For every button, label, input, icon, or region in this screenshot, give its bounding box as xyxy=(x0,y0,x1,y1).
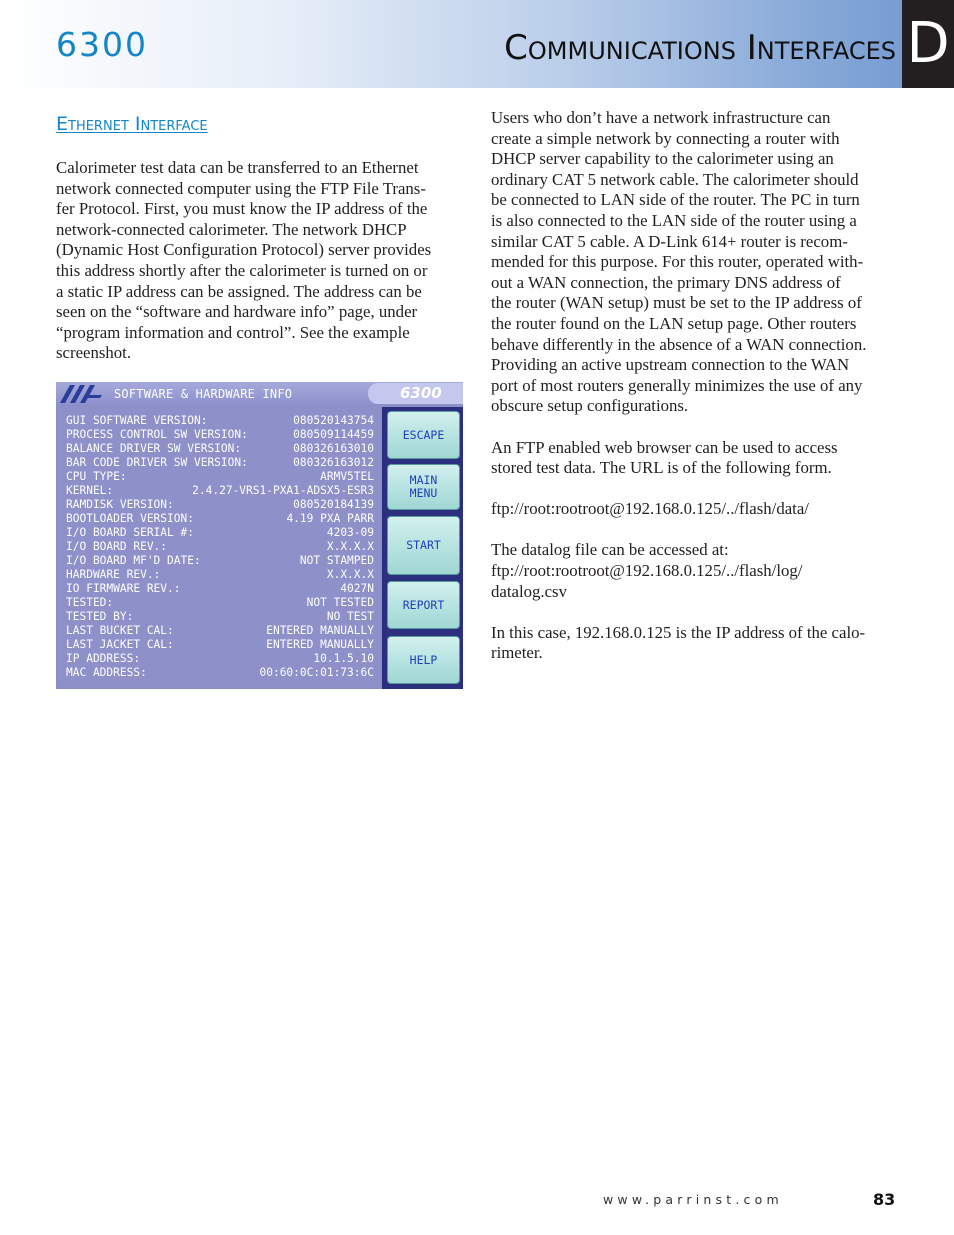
info-value: 080509114459 xyxy=(293,428,374,441)
text-line: “program information and control”. See the example xyxy=(56,322,410,342)
text-line: behave differently in the absence of a WAN connection. xyxy=(491,334,867,354)
info-label: IP ADDRESS: xyxy=(66,652,141,665)
info-value: X.X.X.X xyxy=(326,568,374,581)
info-label: GUI SOFTWARE VERSION: xyxy=(66,414,208,427)
text-line: ordinary CAT 5 network cable. The calorimeter should xyxy=(491,169,859,189)
software-hardware-info-screenshot xyxy=(56,382,463,689)
text-line: network-connected calorimeter. The network DHCP xyxy=(56,219,407,239)
router-paragraph xyxy=(491,108,897,417)
datalog-intro: The datalog file can be accessed at: xyxy=(491,540,729,560)
escape-button[interactable]: ESCAPE xyxy=(387,411,460,459)
parr-logo-icon xyxy=(58,383,104,404)
info-value: 4.19 PXA PARR xyxy=(286,512,374,525)
info-label: I/O BOARD SERIAL #: xyxy=(66,526,194,539)
info-row xyxy=(66,610,374,624)
info-row xyxy=(66,512,374,526)
info-row xyxy=(66,666,374,680)
page-number: 83 xyxy=(873,1190,896,1209)
info-label: CPU TYPE: xyxy=(66,470,127,483)
info-row xyxy=(66,638,374,652)
text-line: Calorimeter test data can be transferred to an Ethernet xyxy=(56,158,419,177)
info-value: 080520184139 xyxy=(293,498,374,511)
info-label: PROCESS CONTROL SW VERSION: xyxy=(66,428,248,441)
text-line: In this case, 192.168.0.125 is the IP address of the calo- xyxy=(491,622,866,642)
info-row xyxy=(66,456,374,470)
datalog-url-line: datalog.csv xyxy=(491,581,567,601)
info-label: BAR CODE DRIVER SW VERSION: xyxy=(66,456,248,469)
text-line: this address shortly after the calorimeter is turned on or xyxy=(56,260,428,280)
info-value: ARMV5TEL xyxy=(320,470,374,483)
info-value: ENTERED MANUALLY xyxy=(266,638,374,651)
info-value: 4027N xyxy=(340,582,374,595)
info-label: IO FIRMWARE REV.: xyxy=(66,582,181,595)
screenshot-button-panel xyxy=(382,407,463,689)
text-line: rimeter. xyxy=(491,643,543,663)
info-value: 10.1.5.10 xyxy=(313,652,374,665)
datalog-url-line: ftp://root:rootroot@192.168.0.125/../flash/log/ xyxy=(491,561,803,581)
info-value: 00:60:0C:01:73:6C xyxy=(259,666,374,679)
info-row xyxy=(66,484,374,498)
info-row xyxy=(66,526,374,540)
data-url xyxy=(491,499,897,520)
text-line: mended for this purpose. For this router, operated with- xyxy=(491,252,864,272)
text-line: obscure setup configurations. xyxy=(491,396,689,416)
text-line: seen on the “software and hardware info” page, under xyxy=(56,302,418,322)
screenshot-title: SOFTWARE & HARDWARE INFO xyxy=(114,387,293,401)
info-row xyxy=(66,470,374,484)
screenshot-model: 6300 xyxy=(400,384,442,402)
model-number: 6300 xyxy=(56,25,148,64)
text-line: is also connected to the LAN side of the router using a xyxy=(491,210,857,230)
text-line: a static IP address can be assigned. The address can be xyxy=(56,281,422,301)
screenshot-title-bar xyxy=(56,382,463,405)
text-line: create a simple network by connecting a router with xyxy=(491,128,840,148)
datalog-paragraph xyxy=(491,540,897,602)
info-value: 2.4.27-VRS1-PXA1-ADSX5-ESR3 xyxy=(192,484,374,497)
text-line: network connected computer using the FTP File Trans- xyxy=(56,178,426,198)
info-label: TESTED BY: xyxy=(66,610,134,623)
info-row xyxy=(66,624,374,638)
data-url-text: ftp://root:rootroot@192.168.0.125/../flash/data/ xyxy=(491,499,809,519)
info-row xyxy=(66,582,374,596)
text-line: An FTP enabled web browser can be used to access xyxy=(491,437,838,457)
text-line: screenshot. xyxy=(56,343,132,363)
ip-note-paragraph xyxy=(491,623,897,664)
text-line: Providing an active upstream connection to the WAN xyxy=(491,355,850,375)
start-button[interactable]: START xyxy=(387,516,460,575)
info-row xyxy=(66,596,374,610)
chapter-letter-tab: D xyxy=(902,0,954,88)
info-label: LAST JACKET CAL: xyxy=(66,638,174,651)
info-row xyxy=(66,498,374,512)
intro-paragraph xyxy=(56,158,462,364)
info-value: 080326163010 xyxy=(293,442,374,455)
info-table xyxy=(58,407,380,687)
section-heading: Ethernet Interface xyxy=(56,113,208,135)
footer-website: www.parrinst.com xyxy=(603,1192,783,1207)
text-line: port of most routers generally minimizes the use of any xyxy=(491,375,863,395)
info-row xyxy=(66,568,374,582)
info-value: 080326163012 xyxy=(293,456,374,469)
ftp-browser-paragraph xyxy=(491,438,897,479)
left-column xyxy=(56,158,462,364)
info-value: X.X.X.X xyxy=(326,540,374,553)
info-row xyxy=(66,554,374,568)
text-line: the router found on the LAN setup page. Other routers xyxy=(491,313,857,333)
info-value: NOT TESTED xyxy=(306,596,374,609)
info-value: NOT STAMPED xyxy=(299,554,374,567)
info-label: I/O BOARD MF'D DATE: xyxy=(66,554,201,567)
info-label: MAC ADDRESS: xyxy=(66,666,147,679)
text-line: Users who don’t have a network infrastructure can xyxy=(491,108,831,127)
info-label: I/O BOARD REV.: xyxy=(66,540,168,553)
report-button[interactable]: REPORT xyxy=(387,581,460,629)
info-value: NO TEST xyxy=(326,610,374,623)
right-column xyxy=(491,108,897,664)
info-label: HARDWARE REV.: xyxy=(66,568,161,581)
info-value: ENTERED MANUALLY xyxy=(266,624,374,637)
info-row xyxy=(66,652,374,666)
info-value: 080520143754 xyxy=(293,414,374,427)
info-label: KERNEL: xyxy=(66,484,114,497)
info-label: TESTED: xyxy=(66,596,114,609)
text-line: fer Protocol. First, you must know the IP address of the xyxy=(56,199,428,219)
chapter-title: Communications Interfaces xyxy=(504,28,896,68)
info-label: BALANCE DRIVER SW VERSION: xyxy=(66,442,242,455)
text-line: DHCP server capability to the calorimeter using an xyxy=(491,149,834,169)
info-row xyxy=(66,414,374,428)
info-value: 4203-09 xyxy=(326,526,374,539)
info-row xyxy=(66,540,374,554)
text-line: stored test data. The URL is of the following form. xyxy=(491,458,832,478)
main-menu-button[interactable]: MAIN MENU xyxy=(387,464,460,510)
help-button[interactable]: HELP xyxy=(387,636,460,684)
text-line: the router (WAN setup) must be set to the IP address of xyxy=(491,293,862,313)
page-header xyxy=(0,0,954,88)
text-line: similar CAT 5 cable. A D-Link 614+ router is recom- xyxy=(491,231,848,251)
info-row xyxy=(66,428,374,442)
text-line: be connected to LAN side of the router. The PC in turn xyxy=(491,190,860,210)
text-line: (Dynamic Host Configuration Protocol) server provides xyxy=(56,240,432,260)
info-row xyxy=(66,442,374,456)
info-label: LAST BUCKET CAL: xyxy=(66,624,174,637)
text-line: out a WAN connection, the primary DNS address of xyxy=(491,272,841,292)
info-label: BOOTLOADER VERSION: xyxy=(66,512,194,525)
info-label: RAMDISK VERSION: xyxy=(66,498,174,511)
